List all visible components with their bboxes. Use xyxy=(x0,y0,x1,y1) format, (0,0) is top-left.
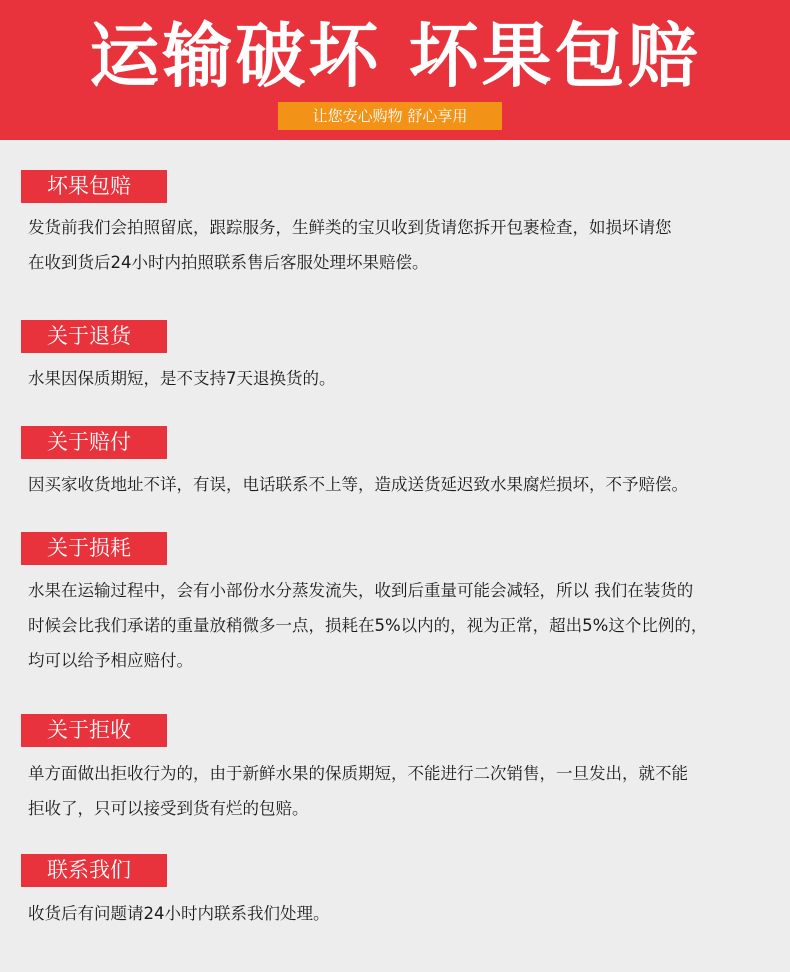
section-body-loss xyxy=(28,573,768,678)
section-body-bad-fruit xyxy=(28,210,768,280)
section-body-rejection xyxy=(28,756,768,826)
section-heading-bad-fruit: 坏果包赔 xyxy=(21,170,167,203)
body-line: 均可以给予相应赔付。 xyxy=(28,651,193,670)
section-body-returns xyxy=(28,361,768,396)
section-heading-returns: 关于退货 xyxy=(21,320,167,353)
section-body-compensation xyxy=(28,467,768,502)
body-line: 发货前我们会拍照留底，跟踪服务，生鲜类的宝贝收到货请您拆开包裹检查，如损坏请您 xyxy=(28,218,672,237)
section-heading-compensation: 关于赔付 xyxy=(21,426,167,459)
body-line: 在收到货后24小时内拍照联系售后客服处理坏果赔偿。 xyxy=(28,253,429,272)
section-heading-contact: 联系我们 xyxy=(21,854,167,887)
banner-subtitle: 让您安心购物 舒心享用 xyxy=(278,102,502,130)
body-line: 单方面做出拒收行为的，由于新鲜水果的保质期短，不能进行二次销售，一旦发出，就不能 xyxy=(28,764,688,783)
banner-title: 运输破坏 坏果包赔 xyxy=(89,15,701,97)
body-line: 水果在运输过程中，会有小部份水分蒸发流失，收到后重量可能会减轻，所以 我们在装货的 xyxy=(28,581,694,600)
body-line: 水果因保质期短，是不支持7天退换货的。 xyxy=(28,369,336,388)
body-line: 拒收了，只可以接受到货有烂的包赔。 xyxy=(28,799,309,818)
body-line: 因买家收货地址不详，有误，电话联系不上等，造成送货延迟致水果腐烂损坏，不予赔偿。 xyxy=(28,475,688,494)
body-line: 收货后有问题请24小时内联系我们处理。 xyxy=(28,904,330,923)
section-body-contact xyxy=(28,896,768,931)
body-line: 时候会比我们承诺的重量放稍微多一点，损耗在5%以内的，视为正常，超出5%这个比例的， xyxy=(28,616,708,635)
section-heading-loss: 关于损耗 xyxy=(21,532,167,565)
section-heading-rejection: 关于拒收 xyxy=(21,714,167,747)
header-banner xyxy=(0,0,790,140)
